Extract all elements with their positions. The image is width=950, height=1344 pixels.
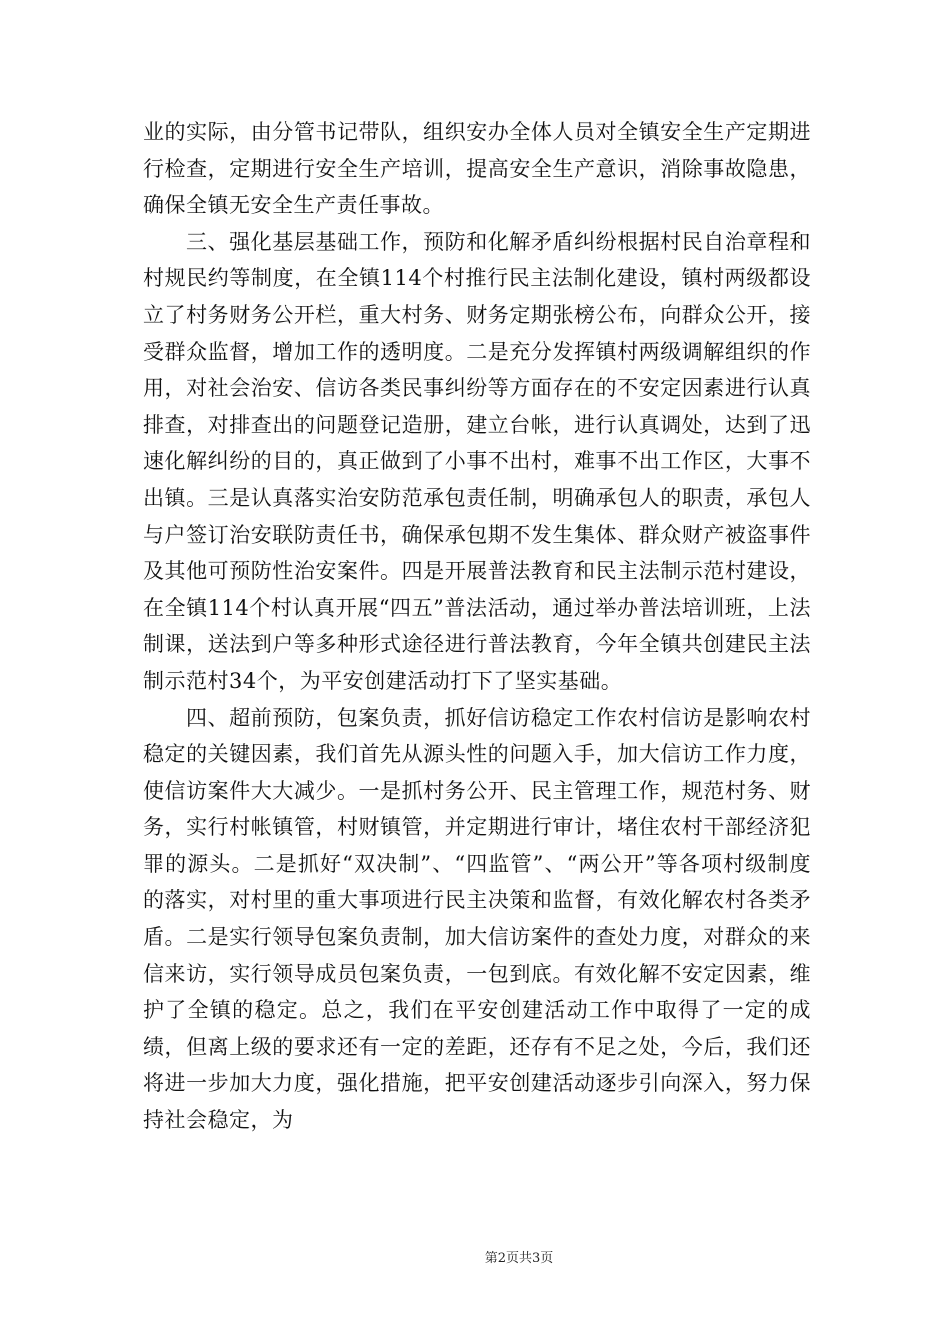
- document-body: [143, 114, 811, 1139]
- page-footer: 第2页共3页: [484, 1251, 554, 1266]
- paragraph-3: 四、超前预防，包案负责，抓好信访稳定工作农村信访是影响农村稳定的关键因素，我们首先从源头性的问题入手，加大信访工作力度，使信访案件大大减少。一是抓村务公开、民主管理工作，规范村务、财务，实行村帐镇管，村财镇管，并定期进行审计，堵住农村干部经济犯罪的源头。二是抓好“双决制”、“四监管”、“两公开”等各项村级制度的落实，对村里的重大事项进行民主决策和监督，有效化解农村各类矛盾。二是实行领导包案负责制，加大信访案件的查处力度，对群众的来信来访，实行领导成员包案负责，一包到底。有效化解不安定因素，维护了全镇的稳定。总之，我们在平安创建活动工作中取得了一定的成绩，但离上级的要求还有一定的差距，还存有不足之处，今后，我们还将进一步加大力度，强化措施，把平安创建活动逐步引向深入，努力保持社会稳定，为: [143, 705, 811, 1133]
- paragraph-1: 业的实际，由分管书记带队，组织安办全体人员对全镇安全生产定期进行检查，定期进行安全生产培训，提高安全生产意识，消除事故隐患，确保全镇无安全生产责任事故。: [143, 120, 811, 218]
- paragraph-2: 三、强化基层基础工作，预防和化解矛盾纠纷根据村民自治章程和村规民约等制度，在全镇114个村推行民主法制化建设，镇村两级都设立了村务财务公开栏，重大村务、财务定期张榜公布，向群众公开，接受群众监督，增加工作的透明度。二是充分发挥镇村两级调解组织的作用，对社会治安、信访各类民事纠纷等方面存在的不安定因素进行认真排查，对排查出的问题登记造册，建立台帐，进行认真调处，达到了迅速化解纠纷的目的，真正做到了小事不出村，难事不出工作区，大事不出镇。三是认真落实治安防范承包责任制，明确承包人的职责，承包人与户签订治安联防责任书，确保承包期不发生集体、群众财产被盗事件及其他可预防性治安案件。四是开展普法教育和民主法制示范村建设，在全镇114个村认真开展“四五”普法活动，通过举办普法培训班，上法制课，送法到户等多种形式途径进行普法教育，今年全镇共创建民主法制示范村34个，为平安创建活动打下了坚实基础。: [143, 229, 811, 693]
